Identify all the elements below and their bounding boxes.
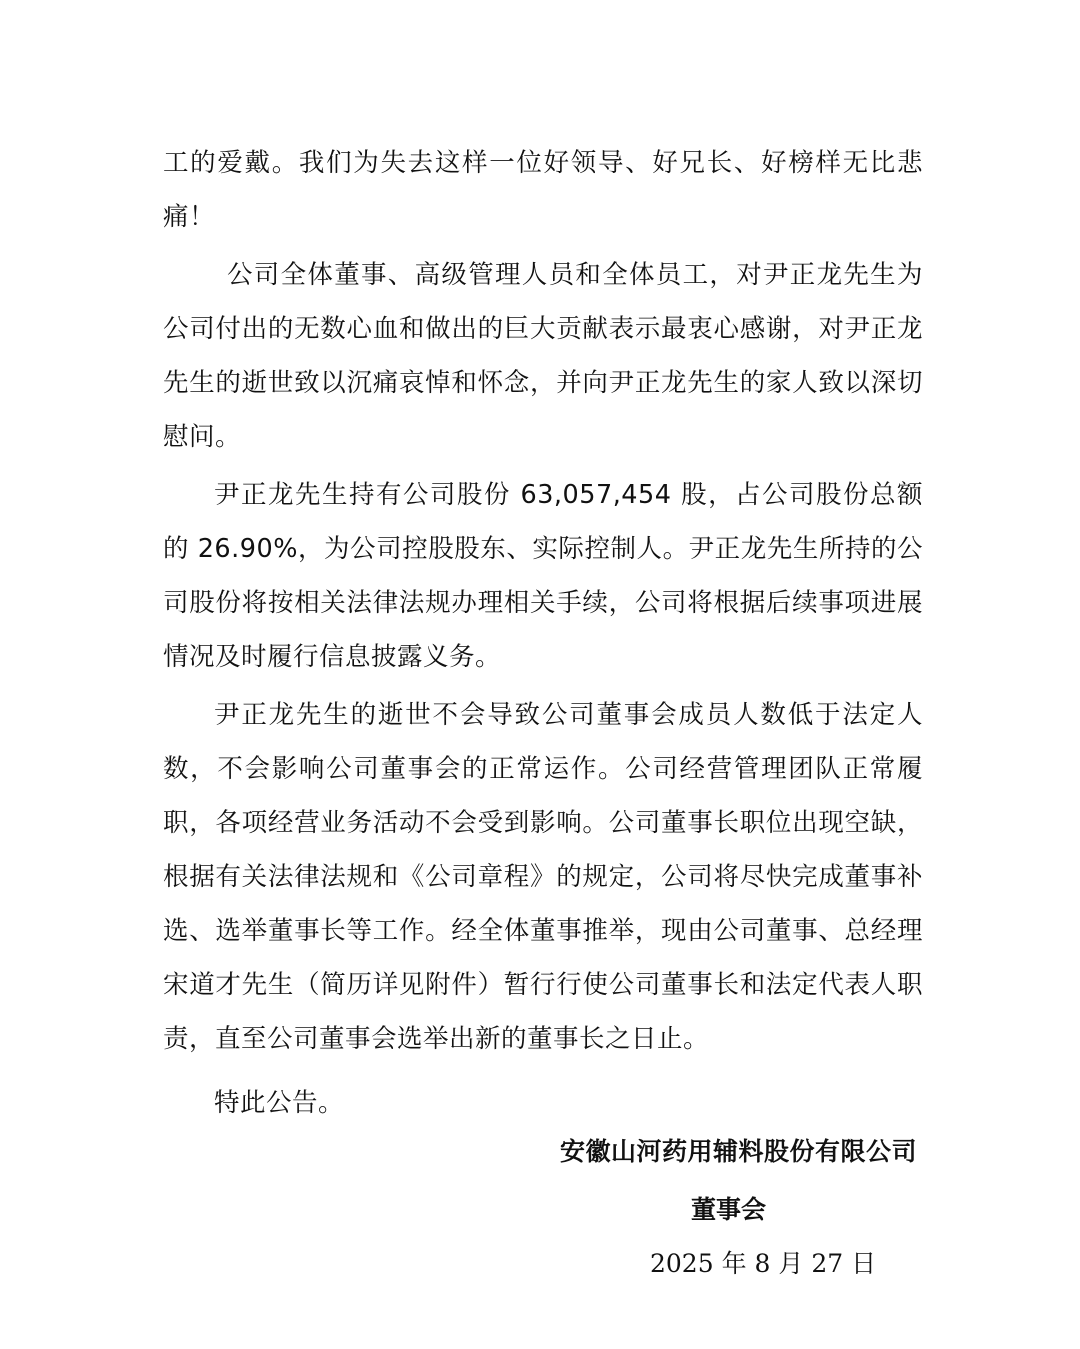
paragraph-closing: 特此公告。 (214, 1088, 345, 1118)
announcement-body (163, 136, 923, 1130)
signature-company: 安徽山河药用辅料股份有限公司 (560, 1137, 918, 1166)
signature-date: 2025 年 8 月 27 日 (650, 1249, 877, 1278)
paragraph-gratitude: 公司全体董事、高级管理人员和全体员工，对尹正龙先生为公司付出的无数心血和做出的巨大贡献表示最衷心感谢，对尹正龙先生的逝世致以沉痛哀悼和怀念，并向尹正龙先生的家人致以深切慰问。 (163, 260, 923, 452)
paragraph-board-operation: 尹正龙先生的逝世不会导致公司董事会成员人数低于法定人数，不会影响公司董事会的正常运作。公司经营管理团队正常履职，各项经营业务活动不会受到影响。公司董事长职位出现空缺，根据有关法律法规和《公司章程》的规定，公司将尽快完成董事补选、选举董事长等工作。经全体董事推举，现由公司董事、总经理宋道才先生（简历详见附件）暂行行使公司董事长和法定代表人职责，直至公司董事会选举出新的董事长之日止。 (163, 700, 923, 1054)
paragraph-shareholding: 尹正龙先生持有公司股份 63,057,454 股，占公司股份总额的 26.90%，为公司控股股东、实际控制人。尹正龙先生所持的公司股份将按相关法律法规办理相关手续，公司将根据后续事项进展情况及时履行信息披露义务。 (163, 480, 923, 672)
paragraph-opening: 工的爱戴。我们为失去这样一位好领导、好兄长、好榜样无比悲痛！ (163, 148, 923, 232)
signature-board: 董事会 (691, 1195, 767, 1224)
